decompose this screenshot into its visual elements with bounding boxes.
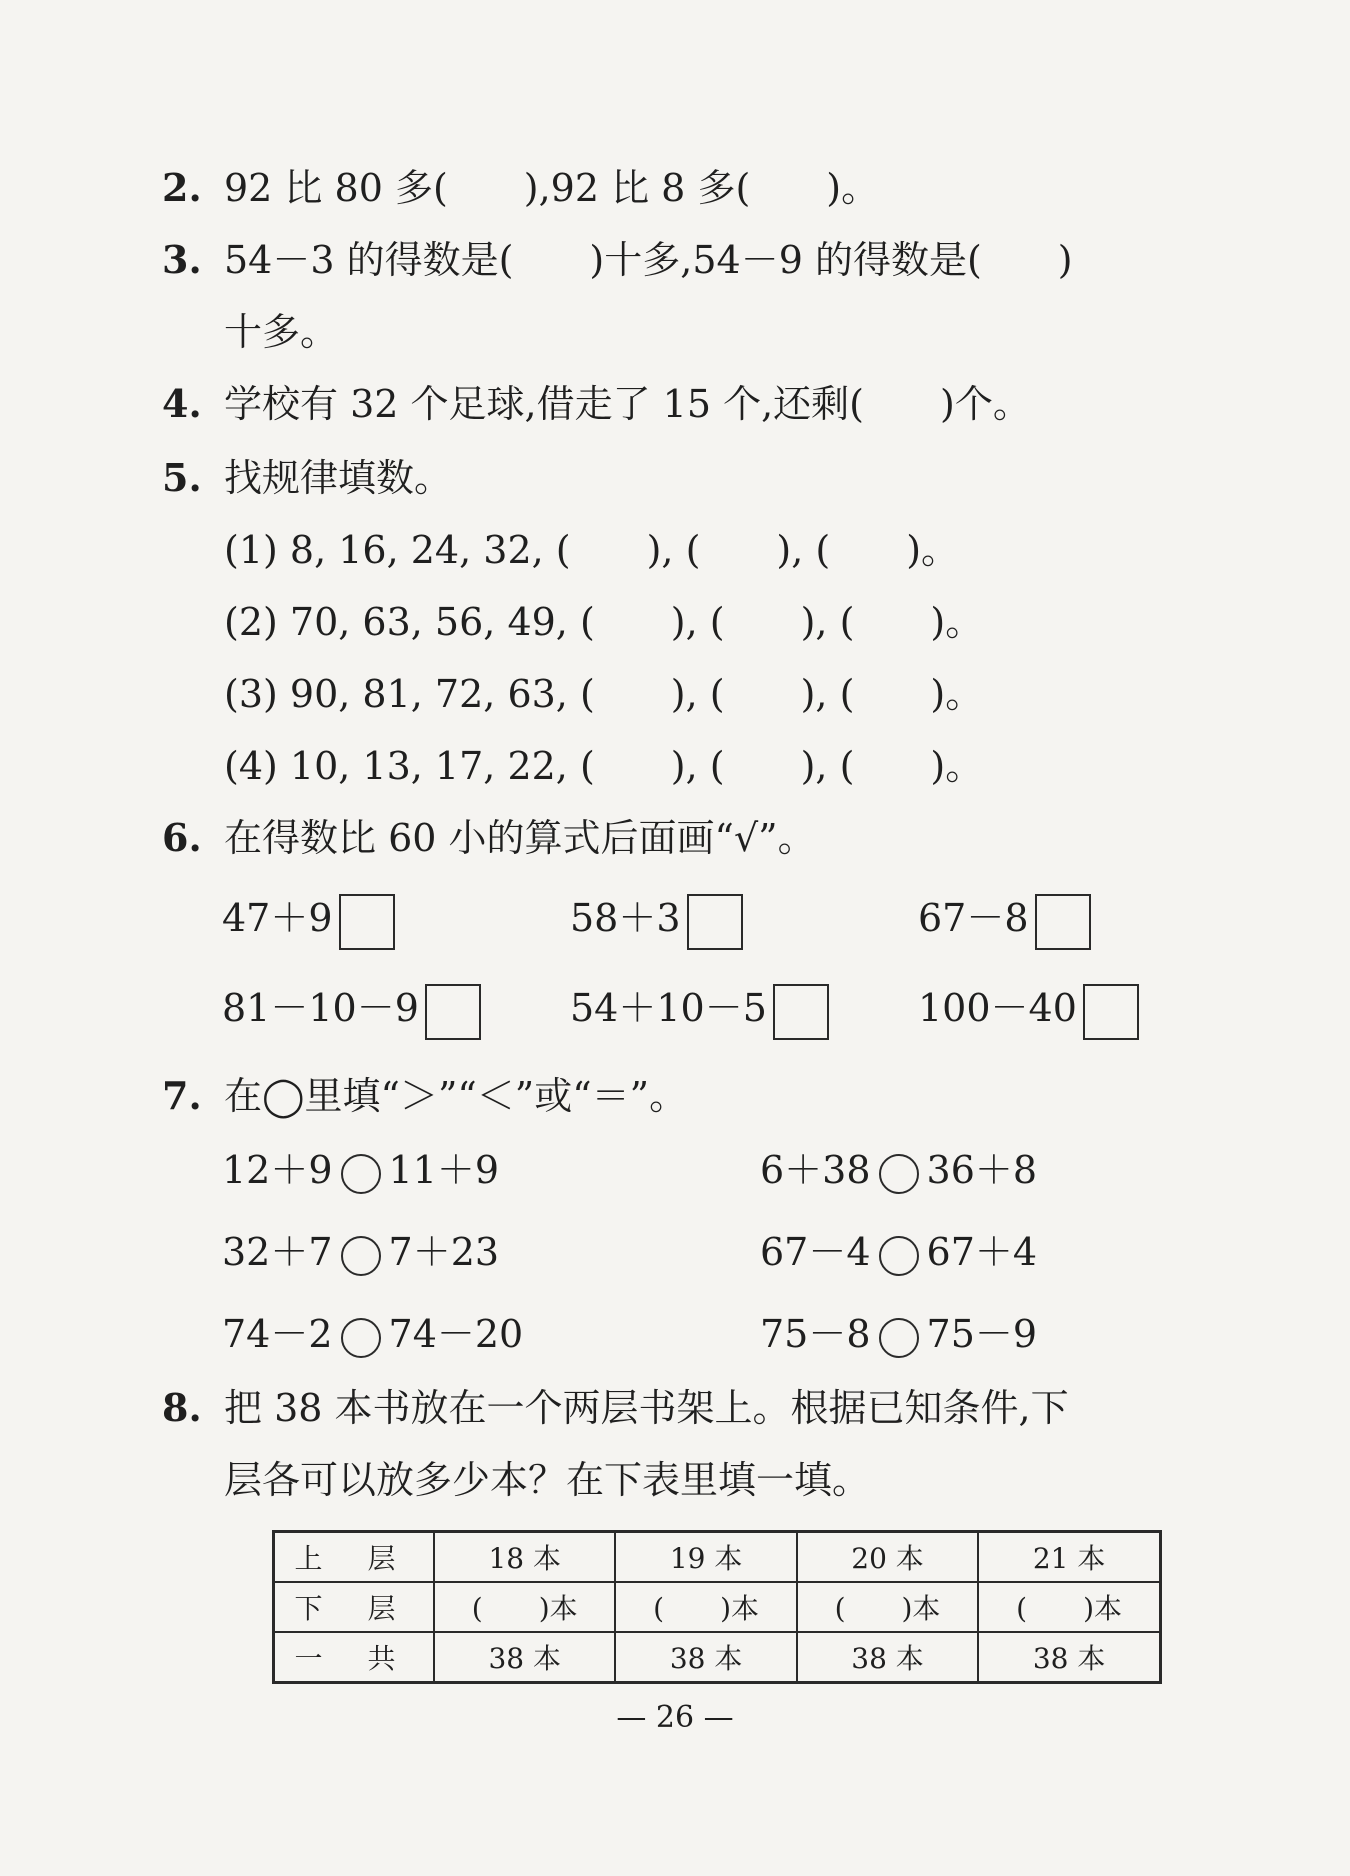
compare-circle[interactable]: [879, 1318, 919, 1358]
question-text: 在得数比 60 小的算式后面画“√”。: [224, 816, 816, 860]
row-header: 上 层: [274, 1532, 435, 1583]
comparison-item: [760, 1222, 1037, 1282]
question-text: 54－3 的得数是( )十多,54－9 的得数是( ): [224, 238, 1073, 282]
check-box[interactable]: [425, 984, 481, 1040]
comparison-item: [222, 1304, 523, 1364]
expression-item: [918, 888, 1091, 950]
left-expression: 67－4: [760, 1230, 871, 1274]
left-expression: 75－8: [760, 1312, 871, 1356]
right-expression: 11＋9: [388, 1148, 500, 1192]
page-number: — 26 —: [616, 1700, 734, 1735]
check-box[interactable]: [773, 984, 829, 1040]
compare-circle[interactable]: [341, 1318, 381, 1358]
right-expression: 7＋23: [388, 1230, 500, 1274]
expression-text: 100－40: [918, 986, 1077, 1030]
question-2: [162, 162, 879, 214]
comparison-item: [222, 1222, 499, 1282]
compare-circle[interactable]: [341, 1154, 381, 1194]
question-text: 找规律填数。: [224, 456, 453, 500]
sequence-item-2: (2) 70, 63, 56, 49, ( ), ( ), ( )。: [224, 600, 984, 644]
table-cell: 38 本: [978, 1632, 1160, 1683]
answer-cell[interactable]: ( )本: [978, 1582, 1160, 1632]
question-3-continued: 十多。: [224, 310, 339, 354]
check-box[interactable]: [1035, 894, 1091, 950]
expression-text: 67－8: [918, 896, 1029, 940]
right-expression: 67＋4: [926, 1230, 1038, 1274]
table-row: [274, 1582, 1161, 1632]
question-number: 8.: [162, 1385, 202, 1430]
answer-cell[interactable]: ( )本: [797, 1582, 978, 1632]
expression-text: 54＋10－5: [570, 986, 767, 1030]
question-number: 5.: [162, 455, 202, 500]
expression-item: [918, 978, 1139, 1040]
expression-text: 58＋3: [570, 896, 681, 940]
left-expression: 74－2: [222, 1312, 333, 1356]
table-cell: 21 本: [978, 1532, 1160, 1583]
question-8: [162, 1382, 1069, 1434]
compare-circle[interactable]: [341, 1236, 381, 1276]
expression-item: [570, 888, 743, 950]
question-number: 6.: [162, 815, 202, 860]
right-expression: 75－9: [926, 1312, 1038, 1356]
question-number: 4.: [162, 381, 202, 426]
check-box[interactable]: [687, 894, 743, 950]
question-4: [162, 378, 1031, 430]
expression-text: 81－10－9: [222, 986, 419, 1030]
left-expression: 6＋38: [760, 1148, 871, 1192]
question-number: 7.: [162, 1073, 202, 1118]
comparison-item: [760, 1304, 1037, 1364]
compare-circle[interactable]: [879, 1154, 919, 1194]
right-expression: 36＋8: [926, 1148, 1038, 1192]
question-8-continued: 层各可以放多少本？在下表里填一填。: [224, 1458, 871, 1502]
row-header: 一 共: [274, 1632, 435, 1683]
right-expression: 74－20: [388, 1312, 524, 1356]
check-box[interactable]: [339, 894, 395, 950]
table-row: [274, 1532, 1161, 1583]
table-cell: 20 本: [797, 1532, 978, 1583]
question-text: 学校有 32 个足球,借走了 15 个,还剩( )个。: [224, 382, 1031, 426]
compare-circle[interactable]: [879, 1236, 919, 1276]
sequence-item-3: (3) 90, 81, 72, 63, ( ), ( ), ( )。: [224, 672, 984, 716]
expression-item: [570, 978, 829, 1040]
table-cell: 19 本: [615, 1532, 796, 1583]
expression-item: [222, 978, 481, 1040]
table-cell: 18 本: [434, 1532, 615, 1583]
table-row: [274, 1632, 1161, 1683]
row-header: 下 层: [274, 1582, 435, 1632]
question-5: [162, 452, 452, 504]
expression-item: [222, 888, 395, 950]
question-7: [162, 1070, 687, 1122]
table-cell: 38 本: [797, 1632, 978, 1683]
question-text: 把 38 本书放在一个两层书架上。根据已知条件,下: [224, 1386, 1069, 1430]
answer-cell[interactable]: ( )本: [434, 1582, 615, 1632]
sequence-item-4: (4) 10, 13, 17, 22, ( ), ( ), ( )。: [224, 744, 984, 788]
comparison-item: [222, 1140, 499, 1200]
question-text: 在◯里填“＞”“＜”或“＝”。: [224, 1074, 688, 1118]
answer-cell[interactable]: ( )本: [615, 1582, 796, 1632]
bookshelf-table: [272, 1530, 1162, 1684]
left-expression: 32＋7: [222, 1230, 333, 1274]
question-number: 3.: [162, 237, 202, 282]
question-3: [162, 234, 1073, 286]
table-cell: 38 本: [615, 1632, 796, 1683]
question-text: 92 比 80 多( ),92 比 8 多( )。: [224, 166, 880, 210]
check-box[interactable]: [1083, 984, 1139, 1040]
comparison-item: [760, 1140, 1037, 1200]
sequence-item-1: (1) 8, 16, 24, 32, ( ), ( ), ( )。: [224, 528, 960, 572]
question-6: [162, 812, 816, 864]
question-number: 2.: [162, 165, 202, 210]
table-cell: 38 本: [434, 1632, 615, 1683]
left-expression: 12＋9: [222, 1148, 333, 1192]
expression-text: 47＋9: [222, 896, 333, 940]
